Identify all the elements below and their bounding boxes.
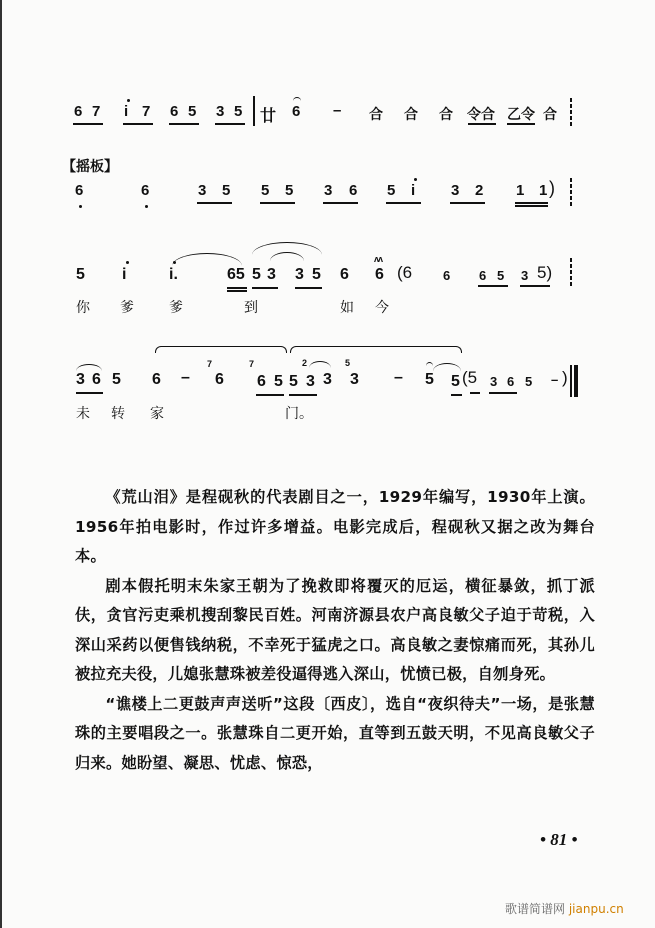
note: 6 [215, 371, 224, 388]
underline [260, 202, 295, 204]
dash: – [333, 102, 342, 119]
note: 5 [387, 182, 396, 199]
note: 3 [267, 266, 276, 283]
note: 6 [349, 182, 358, 199]
note: 5 [188, 103, 197, 120]
note: 5 [222, 182, 231, 199]
note: 6 [75, 182, 84, 199]
underline [227, 290, 247, 292]
underline [76, 392, 103, 394]
dash: – [394, 369, 403, 386]
note: 5 [285, 182, 294, 199]
lyric: 门。 [285, 406, 313, 422]
note: 3 [350, 371, 359, 388]
note: 5 [425, 371, 434, 388]
note: 1 [539, 182, 548, 199]
percussion: 合 [543, 107, 557, 123]
note: 3 [323, 371, 332, 388]
paren-note: (5 [462, 368, 478, 387]
underline [227, 287, 247, 289]
final-bar-thick [574, 365, 578, 397]
high-dot [414, 178, 417, 181]
watermark [505, 900, 624, 917]
note: 5 [261, 182, 270, 199]
underline [295, 287, 322, 289]
note: 6 [443, 268, 451, 283]
note: 6 [141, 182, 150, 199]
percussion: 合 [404, 107, 418, 123]
lyric: 爹 [120, 300, 134, 316]
dashed-bar-line [570, 258, 572, 288]
final-bar-thin [570, 365, 572, 397]
note: 3 [295, 266, 304, 283]
note: 6 [74, 103, 83, 120]
note: 6 [340, 266, 349, 283]
trill-icon: ʌʌ [374, 254, 383, 264]
paren-note: 5) [537, 263, 553, 282]
note: 3 [451, 182, 460, 199]
note: 5 [76, 266, 85, 283]
lyric: 家 [150, 406, 164, 422]
note: 2 [475, 182, 484, 199]
note: 3 [216, 103, 225, 120]
note: 6 [170, 103, 179, 120]
underline [451, 394, 462, 396]
note: 5 [252, 266, 261, 283]
underline [215, 123, 245, 125]
dash: – [551, 372, 559, 387]
paragraph-3: “谯楼上二更鼓声声送听”这段〔西皮〕，选自“夜织待夫”一场，是张慧珠的主要唱段之一。张慧珠自二更开始，直等到五鼓天明，不见高良敏父子归来。她盼望、凝思、忧虑、惊恐， [75, 694, 595, 772]
note: 5 [112, 371, 121, 388]
note: 5 [451, 373, 460, 390]
note: 6 [479, 268, 487, 283]
page-number: • 81 • [540, 830, 578, 849]
note: 3 [76, 371, 85, 388]
underline [468, 123, 496, 125]
slur [172, 253, 242, 266]
phrase-bracket [155, 346, 287, 353]
percussion: 合 [369, 107, 383, 123]
close-paren: ) [549, 178, 555, 198]
paren-note: (6 [397, 263, 413, 282]
underline [489, 392, 517, 394]
note: 3 [521, 268, 529, 283]
underline [386, 202, 421, 204]
note: 3 [306, 373, 315, 390]
underline [450, 202, 485, 204]
note: 1 [516, 182, 525, 199]
underline [123, 123, 153, 125]
note: 5 [497, 268, 505, 283]
high-dot [126, 261, 129, 264]
underline [507, 123, 535, 125]
phrase-bracket [290, 346, 462, 353]
watermark-url: jianpu.cn [568, 902, 624, 916]
grace-note: 2 [302, 358, 308, 368]
fermata-icon [293, 97, 301, 101]
bar-line [253, 96, 255, 126]
fermata-icon [426, 362, 433, 366]
note: i [124, 103, 129, 120]
grace-note: 5 [345, 358, 351, 368]
underline [197, 202, 232, 204]
watermark-text: 歌谱简谱网 [505, 902, 566, 916]
note: 5 [274, 373, 283, 390]
percussion: 合 [439, 107, 453, 123]
note: 6 [507, 374, 515, 389]
underline [478, 285, 508, 287]
low-dot [79, 205, 82, 208]
note: 6 [257, 373, 266, 390]
note: i. [169, 266, 178, 283]
lyric: 你 [76, 300, 90, 316]
note: 6 [152, 371, 161, 388]
underline [515, 205, 548, 207]
underline [73, 123, 103, 125]
note: i [122, 266, 127, 283]
close-paren: ) [562, 368, 568, 387]
percussion: 令合 [467, 107, 495, 123]
lyric: 转 [111, 406, 125, 422]
underline [169, 123, 199, 125]
note: 3 [490, 374, 498, 389]
underline [252, 287, 278, 289]
page-edge [0, 0, 2, 928]
lyric: 今 [375, 300, 389, 316]
lyric: 如 [340, 300, 354, 316]
percussion: 乙令 [507, 107, 535, 123]
note: 6 [375, 266, 384, 283]
slur [309, 361, 331, 368]
slur [433, 363, 461, 371]
body-text [75, 483, 595, 778]
dashed-bar-line [570, 98, 572, 126]
fermata-note: 6 [292, 103, 301, 120]
underline [256, 394, 284, 396]
paragraph-1: 《荒山泪》是程砚秋的代表剧目之一，1929年编写，1930年上演。1956年拍电影时，作过许多增益。电影完成后，程砚秋又据之改为舞台本。 [75, 488, 595, 565]
underline [470, 392, 480, 394]
section-label: 【摇板】 [62, 159, 118, 175]
note: 5 [234, 103, 243, 120]
free-meter-sign: 廿 [260, 106, 277, 125]
note: 5 [312, 266, 321, 283]
note: 5 [525, 374, 533, 389]
note: 3 [198, 182, 207, 199]
slur [76, 364, 102, 371]
lyric: 爹 [169, 300, 183, 316]
note: 5 [289, 373, 298, 390]
underline [520, 285, 550, 287]
grace-note: 7 [207, 359, 213, 369]
dash: – [181, 369, 190, 386]
note: 6 [92, 371, 101, 388]
lyric: 到 [244, 300, 258, 316]
note: 7 [92, 103, 101, 120]
note: i [411, 182, 416, 199]
underline [323, 202, 358, 204]
underline [289, 394, 317, 396]
high-dot [127, 99, 130, 102]
note: 65 [227, 266, 245, 283]
low-dot [145, 205, 148, 208]
dashed-bar-line [570, 178, 572, 208]
underline [515, 202, 548, 204]
lyric: 未 [76, 406, 90, 422]
grace-note: 7 [249, 359, 255, 369]
paragraph-2: 剧本假托明末朱家王朝为了挽救即将覆灭的厄运，横征暴敛，抓丁派伕，贪官污吏乘机搜刮黎民百姓。河南济源县农户高良敏父子迫于苛税，入深山采药以便售钱纳税，不幸死于猛虎之口。高良敏之妻惊痛而死，其孙儿被拉充夫役，儿媳张慧珠被差役逼得逃入深山，忧愤已极，自刎身死。 [75, 576, 595, 683]
note: 3 [324, 182, 333, 199]
note: 7 [142, 103, 151, 120]
